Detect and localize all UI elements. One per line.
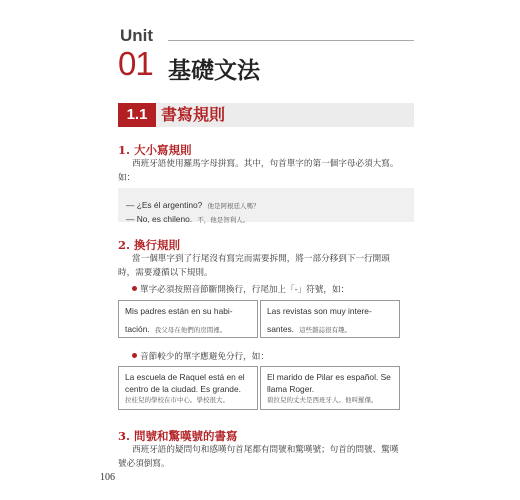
subsection-title-punctuation: 3. 問號和驚嘆號的書寫 — [118, 429, 238, 443]
unit-divider — [168, 40, 414, 41]
example-box-right: El marido de Pilar es español. Se llama Roger. 碧拉兒的丈夫是西班牙人。他叫羅傑。 — [260, 366, 400, 410]
subsection-title-line-break: 2. 換行規則 — [118, 238, 181, 252]
bullet-icon — [132, 353, 137, 358]
section-title: 書寫規則 — [161, 105, 226, 124]
paragraph-line: 西班牙語的疑問句和感嘆句首尾都有問號和驚嘆號；句首的問號、驚嘆 — [132, 445, 399, 455]
paragraph-line: 如： — [118, 173, 136, 183]
page-number: 106 — [100, 472, 115, 483]
example-box-left: Mis padres están en su habi- tación. 我父母在他們的房間裡。 — [118, 300, 258, 338]
example-line: — ¿Es él argentino? 他是阿根廷人嗎？ — [126, 200, 260, 210]
unit-label: Unit — [120, 26, 154, 45]
subsection-title-capitalization: 1. 大小寫規則 — [118, 143, 192, 157]
paragraph-line: 西班牙語使用羅馬字母拼寫。其中，句首單字的第一個字母必須大寫。 — [132, 159, 399, 169]
bullet-item: 音節較少的單字應避免分行，如： — [132, 350, 269, 364]
paragraph-line: 時，需要遵循以下規則。 — [118, 268, 213, 278]
example-box-left: La escuela de Raquel está en el centro de la ciudad. Es grande. 拉桂兒的學校在市中心。學校很大。 — [118, 366, 258, 410]
example-box — [118, 188, 414, 222]
unit-title: 基礎文法 — [168, 58, 260, 84]
paragraph-line: 號必須倒寫。 — [118, 459, 170, 469]
bullet-icon — [132, 286, 137, 291]
example-box-right: Las revistas son muy intere- santes. 這些雜誌很有趣。 — [260, 300, 400, 338]
bullet-item: 單字必須按照音節斷開換行，行尾加上「-」符號，如： — [132, 283, 349, 297]
paragraph-line: 當一個單字到了行尾沒有寫完而需要拆開，將一部分移到下一行開頭 — [132, 254, 390, 264]
unit-number: 01 — [118, 45, 153, 82]
section-number: 1.1 — [118, 103, 156, 127]
example-line: — No, es chileno. 不，他是智利人。 — [126, 214, 250, 224]
